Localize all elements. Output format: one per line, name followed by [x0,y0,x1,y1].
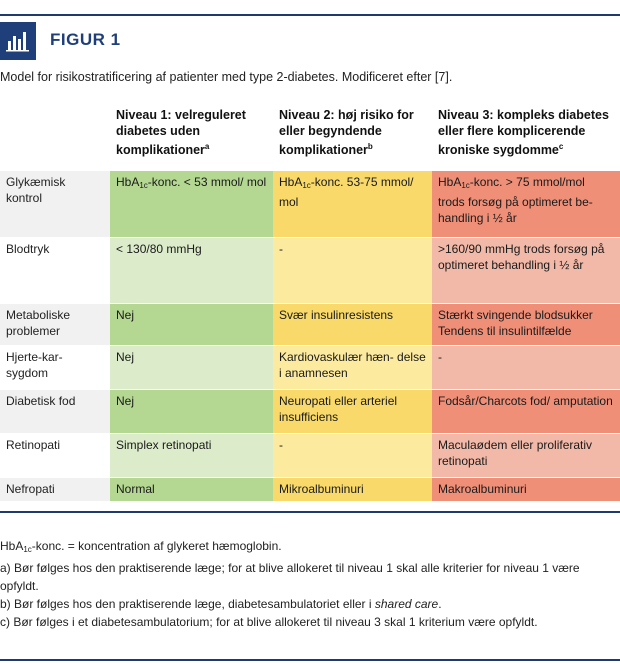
footnote-a: a) Bør følges hos den praktiserende læge; for at blive allokeret til niveau 1 skal alle kriterier for niveau 1 være opfyldt. [0,561,580,593]
row-label: Metaboliske problemer [0,303,110,345]
footnote-abbreviation: HbA$_{1c}$-konc. = koncentration af glykeret hæmoglobin. [0,539,282,554]
bar-chart-icon [0,22,36,60]
table-row [0,303,620,345]
top-rule [0,14,620,16]
table-row [0,433,620,477]
cell-level-2: - [273,433,432,477]
cell-level-2: HbA$_{1c}$-konc. 53-75 mmol/ mol [273,171,432,237]
cell-level-3: >160/90 mmHg trods forsøg på optimeret behandling i ½ år [432,237,620,303]
table-row [0,477,620,501]
cell-level-3: Maculaødem eller proliferativ retinopati [432,433,620,477]
table-row [0,389,620,433]
cell-level-3: Stærkt svingende blodsukker Tendens til insulintilfælde [432,303,620,345]
header-level-1: Niveau 1: velreguleret diabetes uden komplikationer$^a$ [116,108,246,157]
header-level-2: Niveau 2: høj risiko for eller begyndende komplikationer$^b$ [279,108,414,157]
cell-level-2: Neuropati eller arteriel insufficiens [273,389,432,433]
row-label: Hjerte-kar- sygdom [0,345,110,389]
risk-table [0,103,620,502]
footnote-c: c) Bør følges i et diabetesambulatorium; for at blive allokeret til niveau 3 skal 1 kriterium være opfyldt. [0,615,538,629]
cell-level-1: Simplex retinopati [110,433,273,477]
figure-title: FIGUR 1 [50,30,121,49]
cell-level-1: < 130/80 mmHg [110,237,273,303]
cell-level-1: Nej [110,389,273,433]
header-level-3: Niveau 3: kompleks diabetes eller flere komplicerende kroniske sygdomme$^c$ [438,108,609,157]
cell-level-3: Fodsår/Charcots fod/ amputation [432,389,620,433]
row-label: Blodtryk [0,237,110,303]
table-row [0,237,620,303]
footnote-b: b) Bør følges hos den praktiserende læge, diabetesambulatoriet eller i shared care. [0,597,442,611]
cell-level-2: Kardiovaskulær hæn- delse i anamnesen [273,345,432,389]
table-header-row [0,103,620,171]
cell-level-1: Normal [110,477,273,501]
cell-level-3: Makroalbuminuri [432,477,620,501]
cell-level-2: - [273,237,432,303]
header-empty [0,103,110,171]
cell-level-2: Mikroalbuminuri [273,477,432,501]
end-rule [0,659,620,661]
cell-level-1: Nej [110,303,273,345]
table-row [0,171,620,237]
row-label: Nefropati [0,477,110,501]
cell-level-2: Svær insulinresistens [273,303,432,345]
row-label: Glykæmisk kontrol [0,171,110,237]
table-footnotes [0,537,620,631]
row-label: Retinopati [0,433,110,477]
cell-level-3: HbA$_{1c}$-konc. > 75 mmol/mol trods forsøg på optimeret be- handling i ½ år [432,171,620,237]
table-row [0,345,620,389]
cell-level-3: - [432,345,620,389]
row-label: Diabetisk fod [0,389,110,433]
cell-level-1: Nej [110,345,273,389]
bottom-rule [0,511,620,513]
figure-header [0,22,620,60]
figure-caption: Model for risikostratificering af patienter med type 2-diabetes. Modificeret efter [7]. [0,70,453,84]
cell-level-1: HbA$_{1c}$-konc. < 53 mmol/ mol [110,171,273,237]
